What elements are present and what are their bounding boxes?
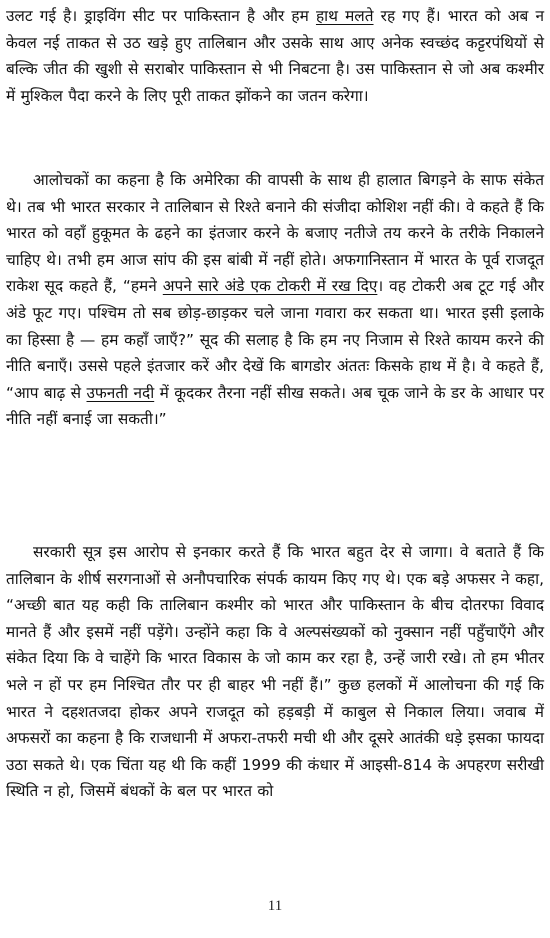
paragraph-3-text-1: सरकारी सूत्र इस आरोप से इनकार करते हैं कि भारत बहुत देर से जागा। वे बताते हैं कि तालिबान के शीर्ष सरगनाओं से अनौपचारिक संपर्क कायम किए गए थे। एक बड़े अफसर ने कहा, “अच्छी बात यह कही कि तालिबान कश्मीर को भारत और पाकिस्तान के बीच दोतरफा विवाद मानते हैं और इसमें नहीं पड़ेंगे। उन्होंने कहा कि वे अल्पसंख्यकों को नुक्सान नहीं पहुँचाएँगे और संकेत दिया कि वे चाहेंगे कि भारत विकास के जो काम कर रहा है, उन्हें जारी रखे। तो हम भीतर भले न हों पर हम निश्चित तौर पर ही बाहर भी नहीं हैं।” कुछ हलकों में आलोचना की गई कि भारत ने दहशतजदा होकर अपने राजदूत को हड़बड़ी में काबुल से निकाल लिया। जवाब में अफसरों का कहना है कि राजधानी में अफरा-तफरी मची थी और दूसरे आतंकी धड़े इसका फायदा उठा सकते थे। एक चिंता यह थी कि कहीं 1999 की कंधार में आइसी-814 के अपहरण सरीखी स्थिति न हो, जिसमें बंधकों के बल पर भारत को [6, 543, 544, 801]
paragraph-2-text-3: में कूदकर तैरना नहीं सीख सकते। अब चूक जाने के डर के आधार पर नीति नहीं बनाई जा सकती।” [6, 383, 544, 429]
paragraph-1-text-2: रह गए हैं। भारत को अब न केवल नई ताकत से उठ खड़े हुए तालिबान और उसके साथ आए अनेक स्वच्छंद कट्टरपंथियों से बल्कि जीत की खुशी से सराबोर पाकिस्तान से भी निबटना है। उस पाकिस्तान से जो अब कश्मीर में मुश्किल पैदा करने के लिए पूरी ताकत झोंकने का जतन करेगा। [6, 7, 544, 105]
paragraph-1-text-1: उलट गई है। ड्राइविंग सीट पर पाकिस्तान है और हम [6, 7, 316, 25]
underlined-phrase-ande-ek-tokri: अपने सारे अंडे एक टोकरी में रख दिए [162, 277, 378, 296]
paragraph-3 [6, 539, 544, 805]
underlined-phrase-haath-malte: हाथ मलते [315, 7, 374, 25]
page-number: 11 [267, 898, 283, 914]
paragraph-2-text-2: । वह टोकरी अब टूट गई और अंडे फूट गए। पश्चिम तो सब छोड़-छाड़कर चले जाना गवारा कर सकता था। भारत इसी इलाके का हिस्सा है — हम कहाँ जाएँ?” सूद की सलाह है कि हम नए निजाम से रिश्ते कायम करने की नीति बनाएँ। उससे पहले इंतजार करें और देखें कि बागडोर अंततः किसके हाथ में है। वे कहते हैं, “आप बाढ़ से [6, 277, 544, 402]
paragraph-2 [6, 167, 544, 433]
paragraph-1 [6, 3, 544, 109]
paragraph-2-text-1: आलोचकों का कहना है कि अमेरिका की वापसी के साथ ही हालात बिगड़ने के साफ संकेत थे। तब भी भारत सरकार ने तालिबान से रिश्ते बनाने की संजीदा कोशिश नहीं की। वे कहते हैं कि भारत को वहाँ हुकूमत के ढहने का इंतजार करने के बजाए नतीजे तय करने के तरीके निकालने चाहिए थे। तभी हम आज सांप की इस बांबी में नहीं होते। अफगानिस्तान में भारत के पूर्व राजदूत राकेश सूद कहते हैं, “हमने [6, 171, 544, 296]
underlined-phrase-ufanti-nadi: उफनती नदी [86, 383, 155, 402]
